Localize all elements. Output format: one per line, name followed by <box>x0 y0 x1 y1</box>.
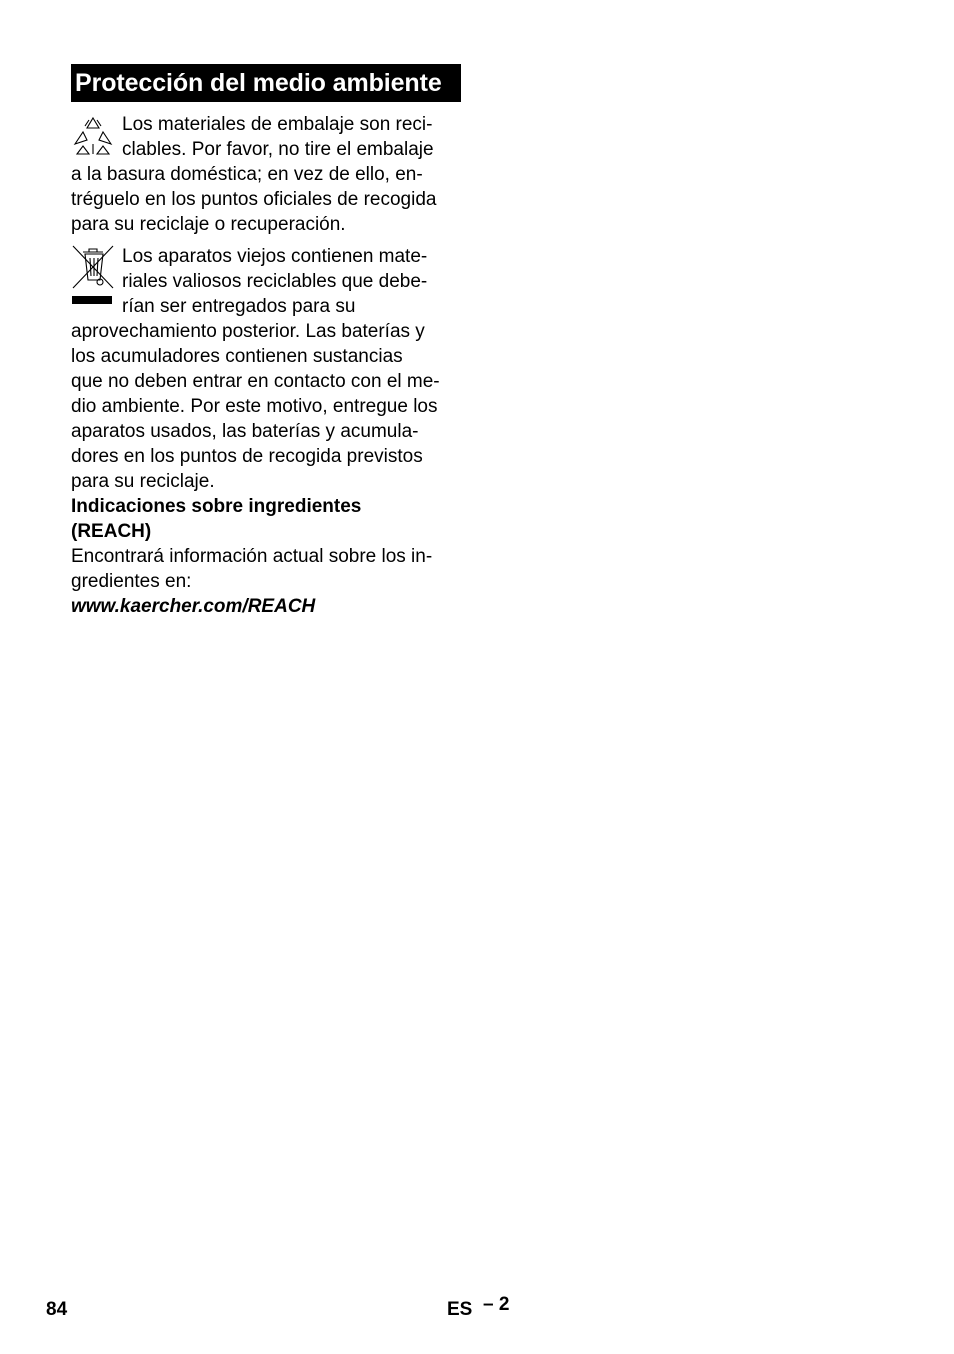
packaging-block <box>71 112 461 237</box>
old-devices-line: aparatos usados, las baterías y acumula- <box>71 421 419 442</box>
packaging-line: Los materiales de embalaje son reci- <box>122 114 433 135</box>
recycle-icon <box>71 114 115 163</box>
section-title: Protección del medio ambiente <box>71 64 461 102</box>
old-devices-line: Los aparatos viejos contienen mate- <box>122 246 428 267</box>
reach-body <box>71 544 461 594</box>
main-column <box>71 64 461 619</box>
old-devices-line: aprovechamiento posterior. Las baterías y <box>71 321 425 342</box>
old-devices-line: que no deben entrar en contacto con el me- <box>71 371 440 392</box>
reach-heading <box>71 494 461 544</box>
reach-block <box>71 494 461 619</box>
old-devices-line: dores en los puntos de recogida previstos <box>71 446 423 467</box>
crossed-out-wheelie-bin-icon <box>71 244 115 313</box>
old-devices-line: para su reciclaje. <box>71 471 215 492</box>
language-code: ES <box>447 1299 473 1320</box>
packaging-line: a la basura doméstica; en vez de ello, en- <box>71 164 423 185</box>
old-devices-block <box>71 244 461 494</box>
old-devices-line: riales valiosos reciclables que debe- <box>122 271 428 292</box>
packaging-line: para su reciclaje o recuperación. <box>71 214 346 235</box>
packaging-line: tréguelo en los puntos oficiales de recogida <box>71 189 437 210</box>
reach-body-line: gredientes en: <box>71 571 192 592</box>
reach-link-text[interactable]: www.kaercher.com/REACH <box>71 596 316 617</box>
old-devices-line: rían ser entregados para su <box>122 296 356 317</box>
reach-heading-line: Indicaciones sobre ingredientes <box>71 496 362 517</box>
page-number: 84 <box>46 1299 68 1320</box>
packaging-line: clables. Por favor, no tire el embalaje <box>122 139 434 160</box>
old-devices-line: dio ambiente. Por este motivo, entregue los <box>71 396 438 417</box>
old-devices-line: los acumuladores contienen sustancias <box>71 346 403 367</box>
reach-heading-line: (REACH) <box>71 521 152 542</box>
sub-page-number: – 2 <box>483 1294 510 1315</box>
reach-link[interactable] <box>71 594 461 619</box>
reach-body-line: Encontrará información actual sobre los in- <box>71 546 433 567</box>
